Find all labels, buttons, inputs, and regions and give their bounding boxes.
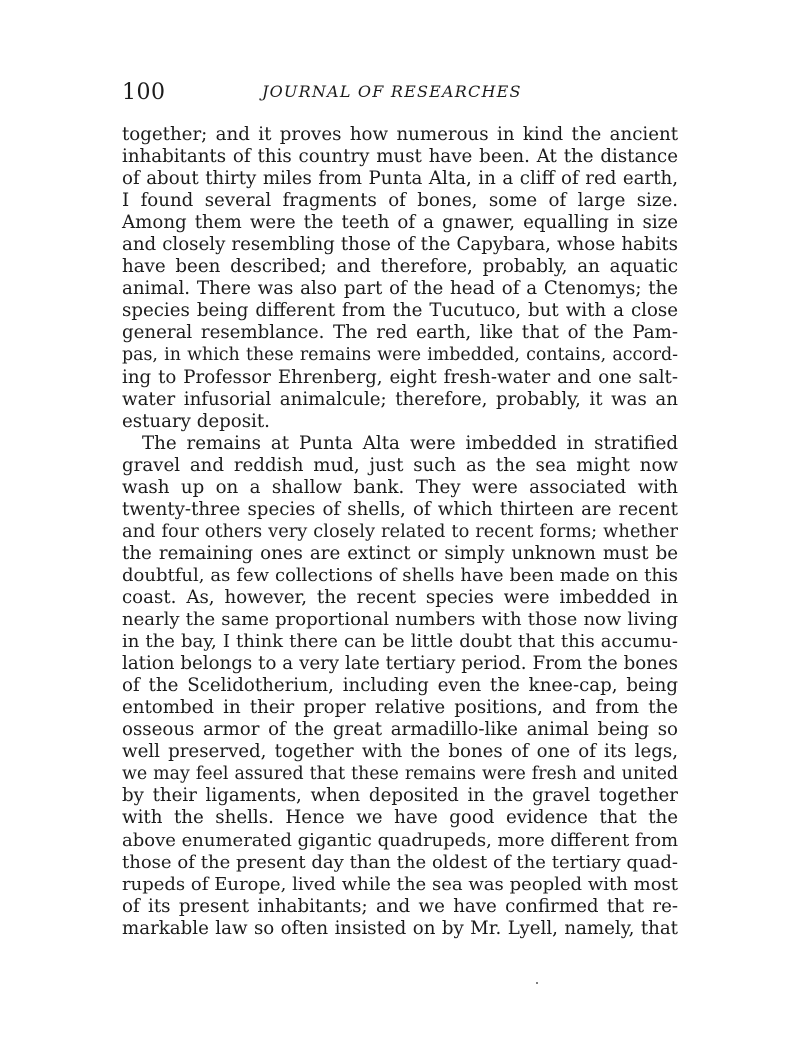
running-header [122, 80, 682, 108]
text-line: the remaining ones are extinct or simply unknown must be [122, 542, 678, 564]
text-line: animal. There was also part of the head of a Ctenomys; the [122, 278, 678, 300]
text-line: by their ligaments, when deposited in the gravel together [122, 785, 678, 807]
text-line: twenty-three species of shells, of which thirteen are recent [122, 498, 678, 520]
text-line: doubtful, as few collections of shells have been made on this [122, 564, 678, 586]
text-line: rupeds of Europe, lived while the sea was peopled with most [122, 873, 678, 895]
text-line: in the bay, I think there can be little doubt that this accumu- [122, 631, 678, 653]
text-line: with the shells. Hence we have good evidence that the [122, 807, 678, 829]
text-line: ing to Professor Ehrenberg, eight fresh-water and one salt- [122, 366, 678, 388]
text-line: lation belongs to a very late tertiary period. From the bones [122, 653, 678, 675]
text-line: we may feel assured that these remains were fresh and united [122, 764, 678, 785]
text-line: estuary deposit. [122, 410, 270, 432]
text-line: those of the present day than the oldest of the tertiary quad- [122, 851, 678, 873]
text-line: of the Scelidotherium, including even the knee-cap, being [122, 675, 678, 697]
text-line: pas, in which these remains were imbedded, contains, accord- [122, 345, 678, 366]
paragraph-first-line: The remains at Punta Alta were imbedded in stratified [142, 432, 678, 454]
running-title: JOURNAL OF RESEARCHES [262, 82, 522, 101]
text-line: above enumerated gigantic quadrupeds, more different from [122, 829, 679, 851]
page-number: 100 [122, 80, 166, 105]
text-line: coast. As, however, the recent species were imbedded in [122, 586, 678, 608]
text-line: of about thirty miles from Punta Alta, in a cliff of red earth, [122, 168, 678, 190]
text-line: wash up on a shallow bank. They were associated with [122, 476, 678, 498]
text-line: and closely resembling those of the Capybara, whose habits [122, 234, 678, 256]
text-line: together; and it proves how numerous in kind the ancient [122, 124, 678, 145]
text-line: of its present inhabitants; and we have confirmed that re- [122, 895, 678, 917]
text-line: and four others very closely related to recent forms; whether [122, 520, 678, 542]
text-line: osseous armor of the great armadillo-like animal being so [122, 719, 678, 741]
text-line: have been described; and therefore, probably, an aquatic [122, 256, 678, 278]
text-line: general resemblance. The red earth, like that of the Pam- [122, 322, 678, 344]
text-line: markable law so often insisted on by Mr. Lyell, namely, that [122, 917, 678, 939]
body-text [122, 124, 678, 940]
ink-speck [536, 982, 538, 984]
text-line: gravel and reddish mud, just such as the sea might now [122, 454, 678, 476]
text-line: inhabitants of this country must have been. At the distance [122, 146, 678, 168]
text-line: water infusorial animalcule; therefore, probably, it was an [122, 388, 678, 410]
text-line: well preserved, together with the bones of one of its legs, [122, 741, 678, 763]
text-line: species being different from the Tucutuco, but with a close [122, 300, 678, 322]
text-line: I found several fragments of bones, some of large size. [122, 190, 678, 212]
text-line: entombed in their proper relative positions, and from the [122, 697, 678, 719]
text-line: Among them were the teeth of a gnawer, equalling in size [122, 212, 678, 234]
text-line: nearly the same proportional numbers with those now living [122, 609, 678, 631]
